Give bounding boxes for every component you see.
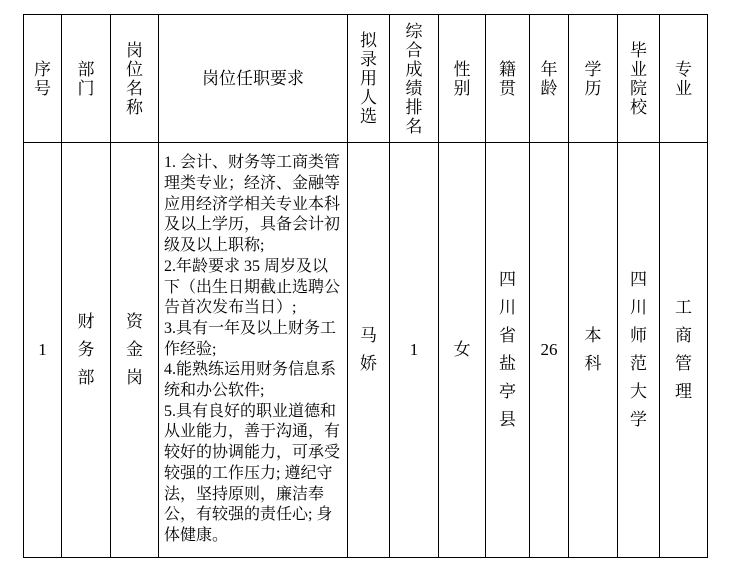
candidate-value: 马娇 bbox=[359, 326, 377, 373]
requirement-item-4: 4.能熟练运用财务信息系统和办公软件; bbox=[164, 361, 337, 400]
col-header-position-label: 岗位名称 bbox=[125, 40, 143, 117]
col-header-requirements: 岗位任职要求 bbox=[159, 15, 348, 143]
cell-gender bbox=[439, 143, 486, 558]
cell-rank bbox=[390, 143, 439, 558]
col-header-gender-label: 性别 bbox=[453, 59, 471, 98]
requirement-item-1: 1. 会计、财务等工商类管理类专业；经济、金融等应用经济学相关专业本科及以上学历，具备会计初级及以上职称; bbox=[164, 154, 341, 255]
col-header-department bbox=[62, 15, 111, 143]
major-value: 工商管理 bbox=[674, 298, 692, 401]
education-value: 本科 bbox=[584, 326, 602, 373]
requirement-item-3: 3.具有一年及以上财务工作经验; bbox=[164, 319, 337, 358]
col-header-education bbox=[569, 15, 618, 143]
header-row bbox=[24, 15, 708, 143]
col-header-seq bbox=[24, 15, 62, 143]
cell-major bbox=[660, 143, 708, 558]
cell-native-place bbox=[486, 143, 530, 558]
cell-candidate bbox=[348, 143, 390, 558]
requirement-item-2: 2.年龄要求 35 周岁及以下（出生日期截止选聘公告首次发布当日）; bbox=[164, 257, 341, 317]
table-row bbox=[24, 143, 708, 558]
native-place-value: 四川省盐亭县 bbox=[498, 270, 516, 429]
col-header-major bbox=[660, 15, 708, 143]
col-header-university-label: 毕业院校 bbox=[629, 40, 647, 117]
col-header-gender bbox=[439, 15, 486, 143]
cell-position bbox=[111, 143, 159, 558]
cell-requirements bbox=[159, 143, 348, 558]
col-header-candidate-label: 拟录用人选 bbox=[359, 31, 377, 126]
age-value: 26 bbox=[540, 340, 558, 359]
rank-value: 1 bbox=[409, 340, 419, 359]
col-header-major-label: 专业 bbox=[674, 59, 692, 98]
cell-department bbox=[62, 143, 111, 558]
col-header-rank-label: 综合成绩排名 bbox=[405, 21, 423, 136]
col-header-seq-label: 序号 bbox=[33, 59, 51, 98]
col-header-position bbox=[111, 15, 159, 143]
cell-education bbox=[569, 143, 618, 558]
col-header-university bbox=[618, 15, 660, 143]
university-value: 四川师范大学 bbox=[629, 270, 647, 429]
recruitment-result-table bbox=[23, 14, 708, 558]
seq-value: 1 bbox=[38, 340, 47, 359]
cell-university bbox=[618, 143, 660, 558]
col-header-education-label: 学历 bbox=[584, 59, 602, 98]
department-value: 财务部 bbox=[77, 312, 95, 387]
col-header-age bbox=[530, 15, 569, 143]
col-header-rank bbox=[390, 15, 439, 143]
cell-seq bbox=[24, 143, 62, 558]
col-header-candidate bbox=[348, 15, 390, 143]
col-header-native-place bbox=[486, 15, 530, 143]
col-header-department-label: 部门 bbox=[77, 59, 95, 98]
col-header-native-place-label: 籍贯 bbox=[498, 59, 516, 98]
cell-age bbox=[530, 143, 569, 558]
position-value: 资金岗 bbox=[125, 312, 143, 387]
col-header-age-label: 年龄 bbox=[540, 59, 558, 98]
gender-value: 女 bbox=[453, 340, 471, 359]
requirement-item-5: 5.具有良好的职业道德和从业能力，善于沟通，有较好的协调能力，可承受较强的工作压力; 遵纪守法，坚持原则，廉洁奉公，有较强的责任心; 身体健康。 bbox=[164, 402, 341, 544]
